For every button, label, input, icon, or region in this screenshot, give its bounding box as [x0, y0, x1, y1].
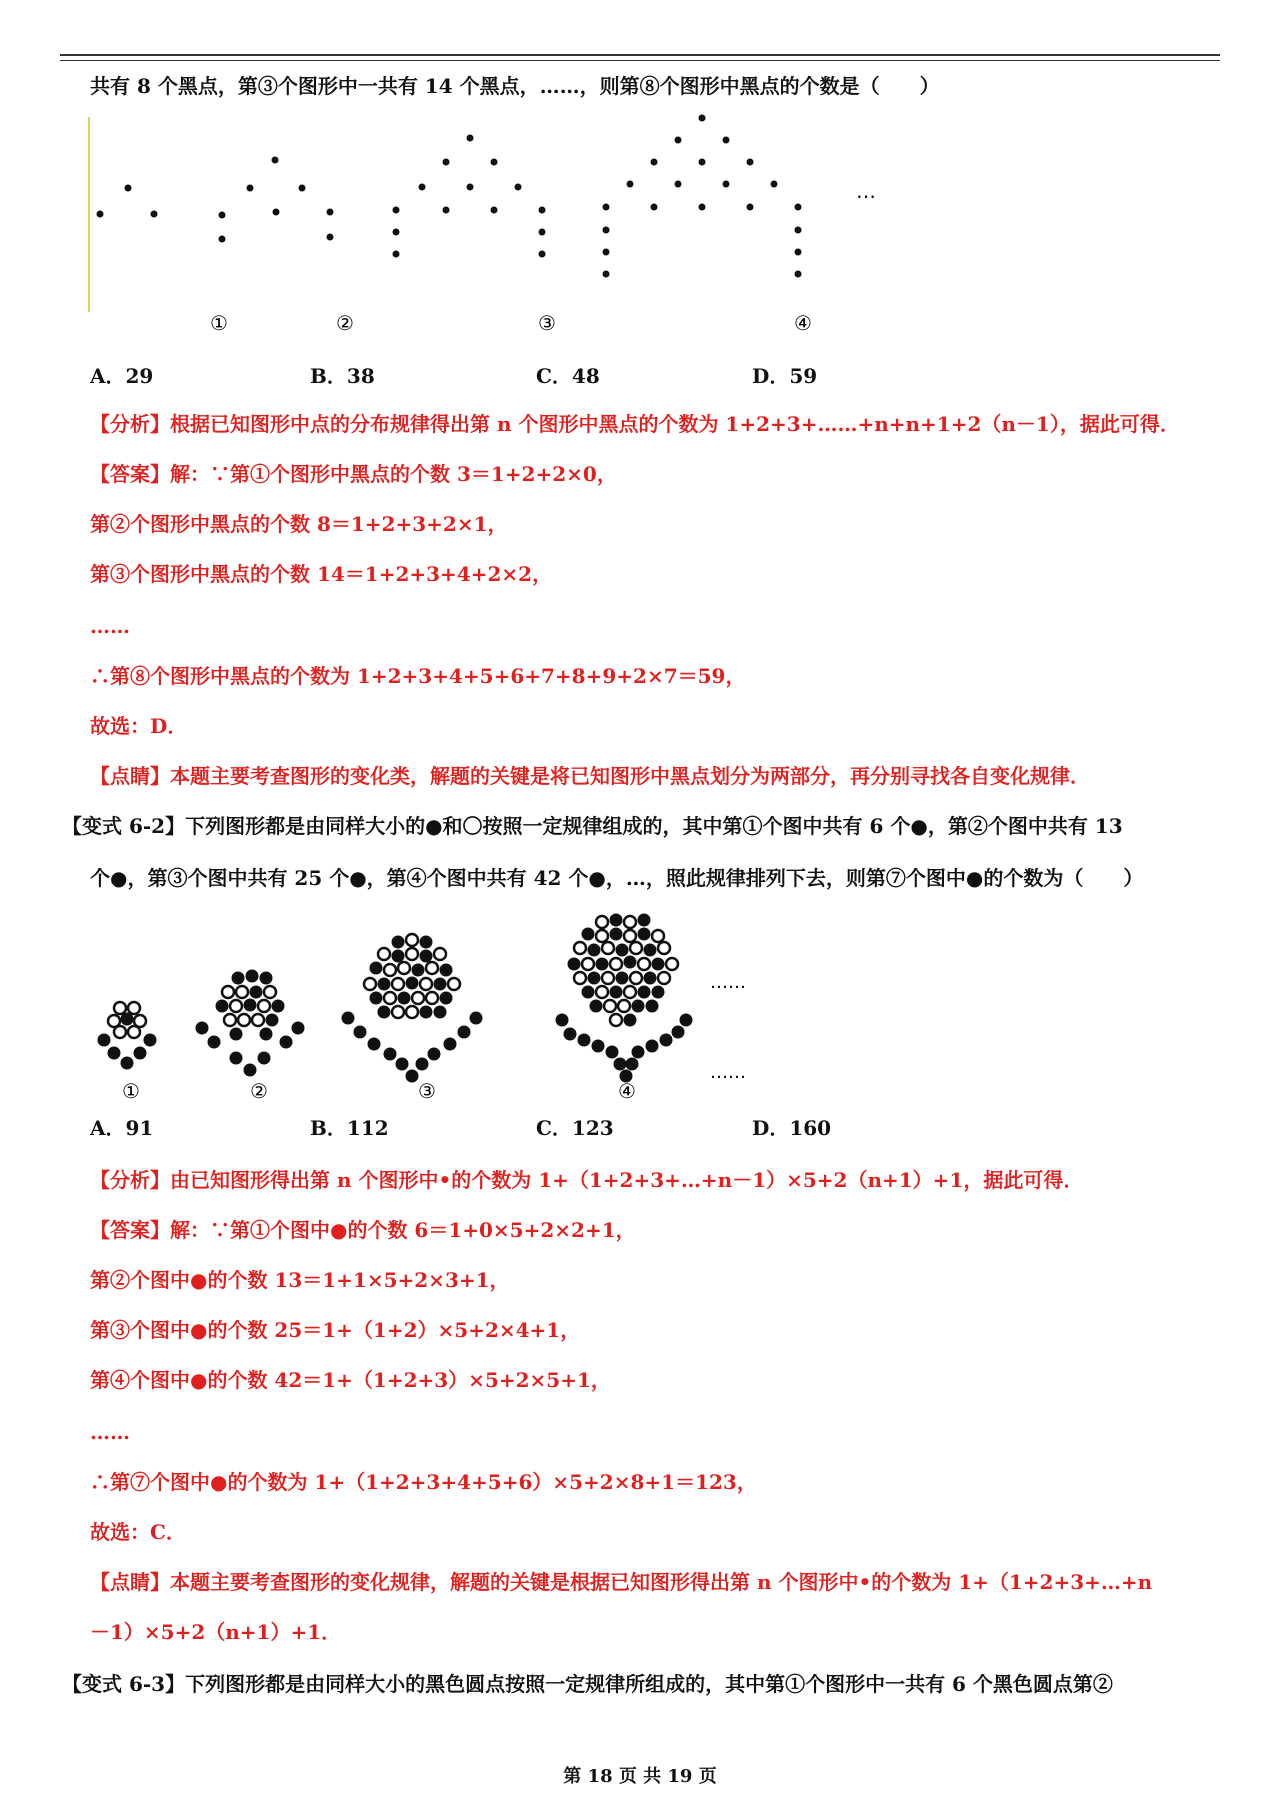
q1-comment: 【点睛】本题主要考查图形的变化类，解题的关键是将已知图形中黑点划分为两部分，再分别寻找各自变化规律．: [90, 764, 1090, 788]
q2-option-c[interactable]: C．123: [536, 1116, 614, 1140]
q1-figure-label-1: ①: [210, 311, 228, 335]
q2-stem-line-1: 【变式 6-2】下列图形都是由同样大小的●和〇按照一定规律组成的，其中第①个图中共有 6 个●，第②个图中共有 13: [62, 814, 1123, 838]
q1-answer-line-2: 第②个图形中黑点的个数 8＝1+2+3+2×1，: [90, 512, 508, 536]
q1-option-b[interactable]: B．38: [310, 364, 375, 388]
q2-stem-line-2: 个●，第③个图中共有 25 个●，第④个图中共有 42 个●，…，照此规律排列下去，则第⑦个图中●的个数为（ ）: [90, 866, 1144, 890]
q1-answer-line-4: ……: [90, 614, 130, 638]
page-footer: 第 18 页 共 19 页: [563, 1766, 717, 1787]
header-rule-thin: [60, 60, 1220, 61]
q2-answer-line-2: 第②个图中●的个数 13＝1+1×5+2×3+1，: [90, 1268, 510, 1292]
q2-figure-ellipsis-bottom: ……: [710, 1062, 746, 1083]
q1-pattern-2: [219, 157, 334, 243]
q1-figure-ellipsis: …: [856, 179, 876, 203]
q1-figure-label-3: ③: [538, 311, 556, 335]
q1-figure-label-4: ④: [794, 311, 812, 335]
q2-pattern-1: [98, 1002, 157, 1070]
q2-figure: [90, 908, 770, 1108]
q1-answer-line-1: 【答案】解：∵第①个图形中黑点的个数 3＝1+2+2×0，: [90, 462, 617, 486]
q1-answer-line-6: 故选：D．: [90, 714, 188, 738]
q1-pattern-1: [97, 185, 158, 218]
q2-answer-line-1: 【答案】解：∵第①个图中●的个数 6＝1+0×5+2×2+1，: [90, 1218, 636, 1242]
q2-option-d[interactable]: D．160: [752, 1116, 832, 1140]
q1-option-d[interactable]: D．59: [752, 364, 818, 388]
q1-pattern-3: [393, 135, 546, 258]
q1-figure: [86, 112, 906, 342]
header-rule: [60, 54, 1220, 56]
q1-analysis: 【分析】根据已知图形中点的分布规律得出第 n 个图形中黑点的个数为 1+2+3+……+n+n+1+2（n－1），据此可得．: [90, 412, 1180, 436]
q2-figure-label-2: ②: [250, 1079, 268, 1103]
q1-stem: 共有 8 个黑点，第③个图形中一共有 14 个黑点，……，则第⑧个图形中黑点的个数是（ ）: [90, 74, 940, 98]
q1-figure-label-2: ②: [336, 311, 354, 335]
q2-comment-line-2: －1）×5+2（n+1）+1．: [90, 1620, 342, 1644]
q1-answer-line-3: 第③个图形中黑点的个数 14＝1+2+3+4+2×2，: [90, 562, 553, 586]
q2-figure-label-3: ③: [418, 1079, 436, 1103]
q2-figure-label-1: ①: [122, 1079, 140, 1103]
q2-answer-line-7: 故选：C．: [90, 1520, 186, 1544]
q3-stem: 【变式 6-3】下列图形都是由同样大小的黑色圆点按照一定规律所组成的，其中第①个图形中一共有 6 个黑色圆点第②: [62, 1672, 1113, 1696]
q2-option-b[interactable]: B．112: [310, 1116, 389, 1140]
q2-pattern-4: [556, 914, 693, 1083]
q2-figure-label-4: ④: [618, 1079, 636, 1103]
q2-answer-line-5: ……: [90, 1420, 130, 1444]
q1-answer-line-5: ∴第⑧个图形中黑点的个数为 1+2+3+4+5+6+7+8+9+2×7＝59，: [90, 664, 746, 688]
q2-answer-line-3: 第③个图中●的个数 25＝1+（1+2）×5+2×4+1，: [90, 1318, 581, 1342]
q2-analysis: 【分析】由已知图形得出第 n 个图形中•的个数为 1+（1+2+3+…+n－1）×5+2（n+1）+1，据此可得．: [90, 1168, 1084, 1192]
q2-answer-line-6: ∴第⑦个图中●的个数为 1+（1+2+3+4+5+6）×5+2×8+1＝123，: [90, 1470, 757, 1494]
q2-comment-line-1: 【点睛】本题主要考查图形的变化规律，解题的关键是根据已知图形得出第 n 个图形中•的个数为 1+（1+2+3+…+n: [90, 1570, 1153, 1594]
q2-answer-line-4: 第④个图中●的个数 42＝1+（1+2+3）×5+2×5+1，: [90, 1368, 611, 1392]
q1-option-c[interactable]: C．48: [536, 364, 600, 388]
q2-figure-ellipsis-top: ……: [710, 972, 746, 993]
q1-pattern-4: [603, 115, 802, 278]
q2-pattern-3: [342, 934, 483, 1083]
q2-option-a[interactable]: A．91: [90, 1116, 154, 1140]
q2-pattern-2: [196, 970, 305, 1077]
q1-option-a[interactable]: A．29: [90, 364, 154, 388]
